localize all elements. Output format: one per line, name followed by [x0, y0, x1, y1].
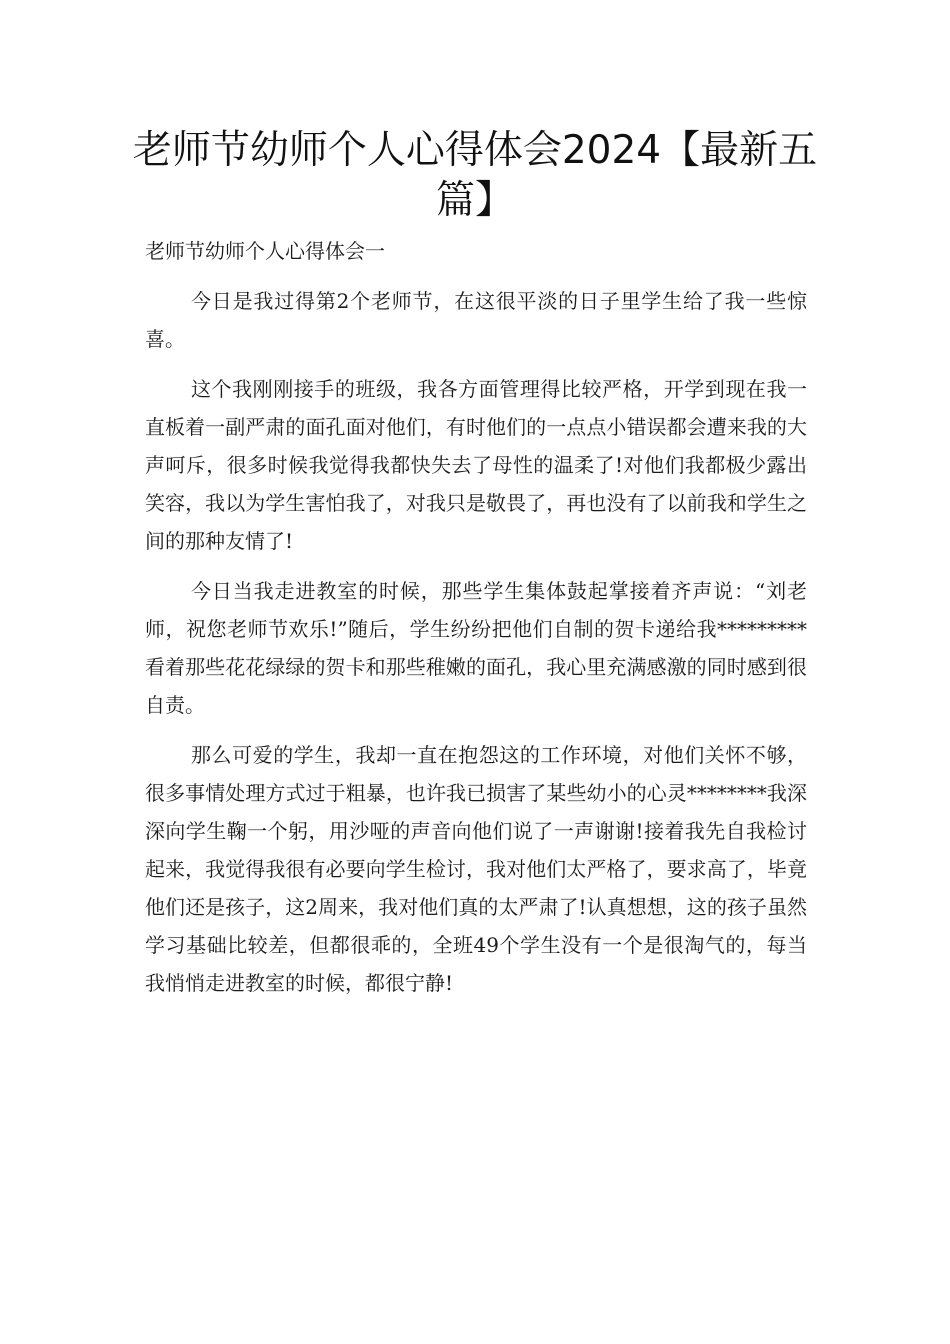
document-title: 老师节幼师个人心得体会2024【最新五篇】 — [132, 128, 818, 223]
paragraph-1: 今日是我过得第2个老师节，在这很平淡的日子里学生给了我一些惊喜。 — [145, 289, 807, 351]
section-heading: 老师节幼师个人心得体会一 — [145, 239, 385, 263]
paragraph-3: 今日当我走进教室的时候，那些学生集体鼓起掌接着齐声说：“刘老师，祝您老师节欢乐!”随后，学生纷纷把他们自制的贺卡递给我*********看着那些花花绿绿的贺卡和那些稚嫩的面孔，我心里充满感激的同时感到很自责。 — [145, 579, 807, 717]
paragraph-2: 这个我刚刚接手的班级，我各方面管理得比较严格，开学到现在我一直板着一副严肃的面孔面对他们，有时他们的一点点小错误都会遭来我的大声呵斥，很多时候我觉得我都快失去了母性的温柔了!对他们我都极少露出笑容，我以为学生害怕我了，对我只是敬畏了，再也没有了以前我和学生之间的那种友情了! — [145, 377, 807, 553]
paragraph-4: 那么可爱的学生，我却一直在抱怨这的工作环境，对他们关怀不够，很多事情处理方式过于粗暴，也许我已损害了某些幼小的心灵********我深深向学生鞠一个躬，用沙哑的声音向他们说了一声谢谢!接着我先自我检讨起来，我觉得我很有必要向学生检讨，我对他们太严格了，要求高了，毕竟他们还是孩子，这2周来，我对他们真的太严肃了!认真想想，这的孩子虽然学习基础比较差，但都很乖的，全班49个学生没有一个是很淘气的，每当我悄悄走进教室的时候，都很宁静! — [145, 743, 807, 995]
document-body — [145, 232, 807, 1014]
